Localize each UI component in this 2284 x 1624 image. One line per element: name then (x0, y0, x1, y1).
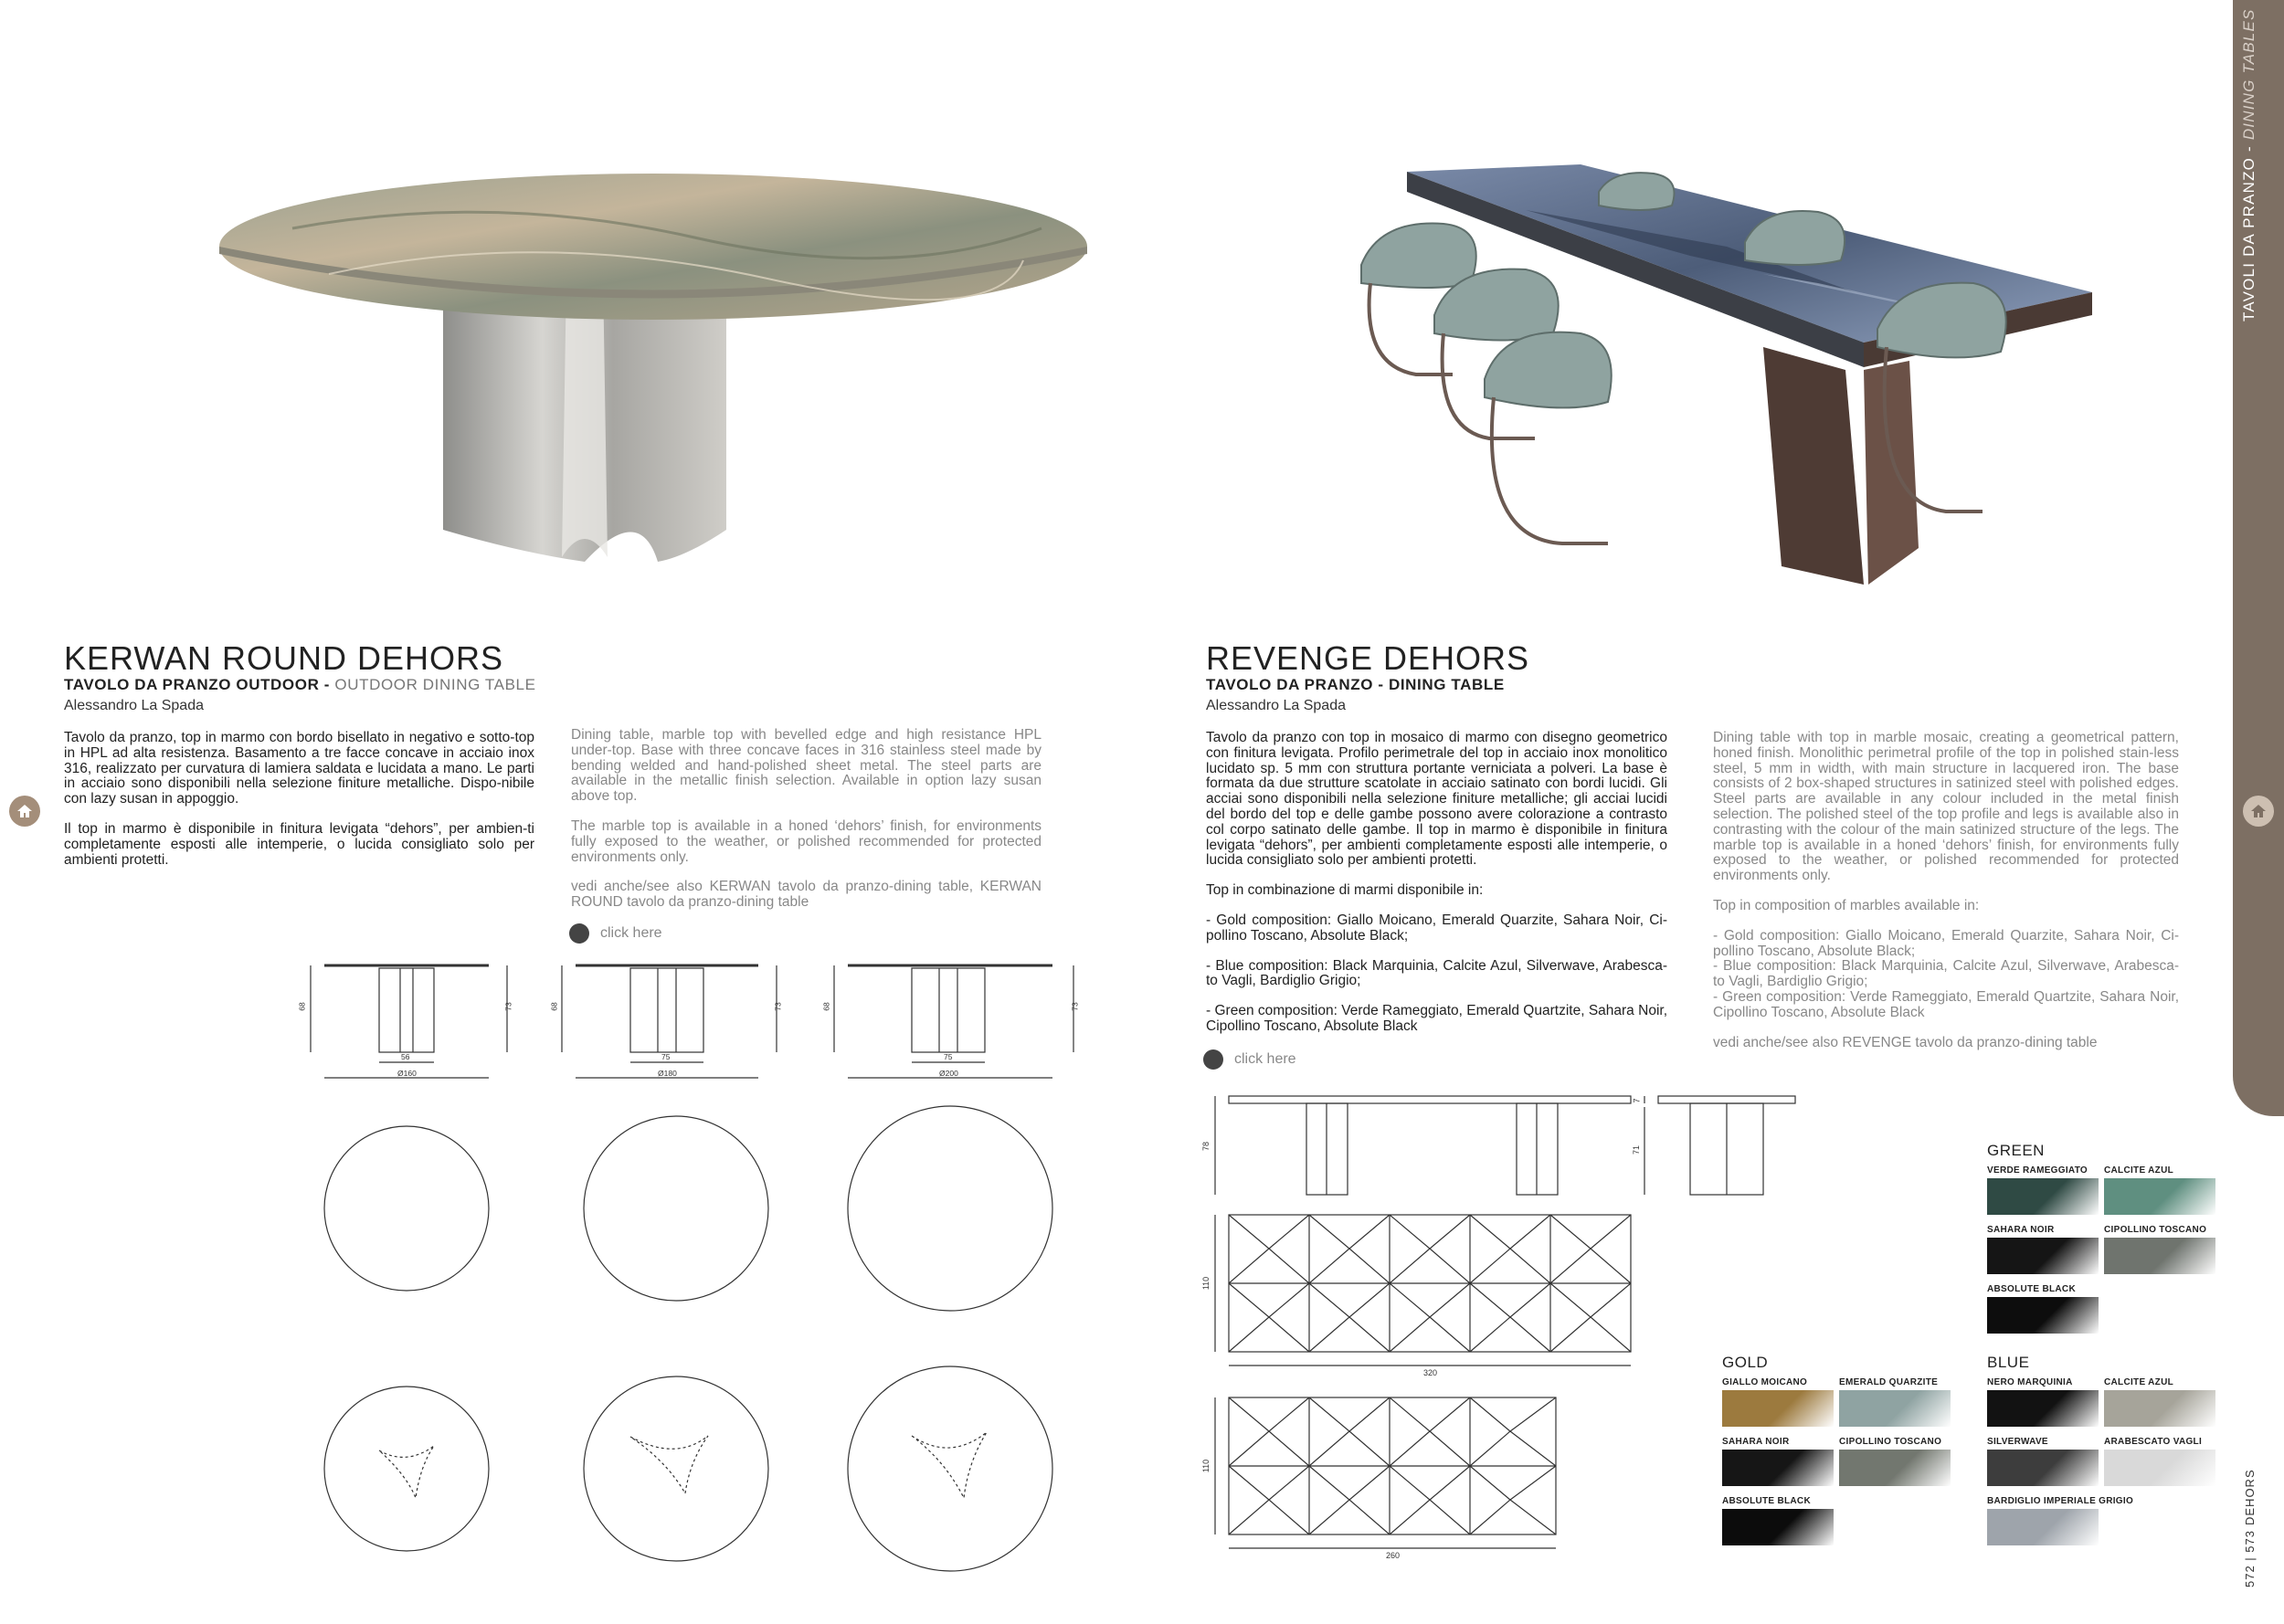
swatch-group-blue: BLUE NERO MARQUINIA CALCITE AZUL SILVERWAVE ARABESCATO VAGLI BARDIGLIO IMPERIALE GRIGIO (1987, 1354, 2029, 1372)
revenge-table-photo (1306, 155, 2110, 603)
revenge-subtitle: TAVOLO DA PRANZO - DINING TABLE (1206, 676, 1505, 693)
swatch-verde-rameggiato[interactable] (1987, 1178, 2099, 1215)
kerwan-round-table-photo (219, 174, 1096, 594)
revenge-description-en: Dining table with top in marble mosaic, creating a geometrical pattern, honed finish. Monolithic perimetral profile of the top in polished stain-less steel, 5 mm in width, with main structure in lacquered iron. The base consists of 2 box-shaped structures in satinized steel with polished edges. Steel parts are available in any colour included in the metal finish selection. The polished steel of the top profile and legs is available also in contrasting with the colour of the main satinized structure of the legs. The marble top is available in a honed ‘dehors’ finish, for environments fully exposed to the weather, or polished recommended for protected environments only. Top in composition of marbles available in: - Gold composition: Giallo Moicano, Emerald Quarzite, Sahara Noir, Ci-pollino Toscano, Absolute Black; - Blue composition: Black Marquinia, Calcite Azul, Silverwave, Arabesca-to Vagli, Bardiglio Grigio; - Green composition: Verde Rameggiato, Emerald Quartzite, Sahara Noir, Cipollino Toscano, Absolute Black vedi anche/see also REVENGE tavolo da pranzo-dining table (1713, 730, 2179, 1050)
home-icon-left[interactable] (9, 796, 40, 827)
kerwan-dim-labels: 68 73 56 Ø160 68 73 75 Ø180 68 73 75 Ø200 (297, 1002, 1080, 1078)
kerwan-click-here-link[interactable]: click here (569, 923, 662, 944)
swatch-emerald-quarzite[interactable] (1839, 1390, 1951, 1427)
revenge-dim-labels: 78 7 71 110 320 110 260 (1201, 1098, 1642, 1560)
revenge-designer: Alessandro La Spada (1206, 698, 1346, 713)
swatch-calcite-azul[interactable] (2104, 1178, 2215, 1215)
swatch-nero-marquinia[interactable] (1987, 1390, 2099, 1427)
swatch-absolute-black[interactable] (1987, 1297, 2099, 1334)
revenge-description-it: Tavolo da pranzo con top in mosaico di marmo con disegno geometrico con finitura levigata. Profilo perimetrale del top in acciaio inox monolitico lucidato sp. 5 mm con struttura portante verniciata a polveri. La base è formata da due strutture scatolate in acciaio satinato con bordi lucidi. Gli acciai sono disponibili nella selezione finiture metalliche; gli acciai lucidi del bordo del top e delle gambe possono avere colorazione a contrasto col corpo satinato delle gambe. Il top in marmo è disponibile in finitura levigata “dehors”, per ambienti completamente esposti alle intemperie, o lucida consigliato solo per ambienti protetti. Top in combinazione di marmi disponibile in: - Gold composition: Giallo Moicano, Emerald Quarzite, Sahara Noir, Ci-pollino Toscano, Absolute Black; - Blue composition: Black Marquinia, Calcite Azul, Silverwave, Arabesca-to Vagli, Bardiglio Grigio; - Green composition: Verde Rameggiato, Emerald Quartzite, Sahara Noir, Cipollino Toscano, Absolute Black (1206, 730, 1667, 1034)
kerwan-title: KERWAN ROUND DEHORS (64, 639, 504, 677)
home-icon (2249, 802, 2268, 820)
swatch-cipollino-toscano[interactable] (2104, 1238, 2215, 1274)
kerwan-subtitle: TAVOLO DA PRANZO OUTDOOR - OUTDOOR DINING TABLE (64, 676, 536, 693)
folio-section: DEHORS (2243, 1469, 2257, 1525)
swatch-arabescato-vagli[interactable] (2104, 1450, 2215, 1486)
folio-pages: 572 | 573 (2243, 1530, 2257, 1587)
swatch-group-gold: GOLD GIALLO MOICANO EMERALD QUARZITE SAHARA NOIR CIPOLLINO TOSCANO ABSOLUTE BLACK (1722, 1354, 1768, 1372)
swatch-silverwave[interactable] (1987, 1450, 2099, 1486)
swatch-giallo-moicano[interactable] (1722, 1390, 1834, 1427)
kerwan-description-it: Tavolo da pranzo, top in marmo con bordo bisellato in negativo e sotto-top in HPL ad alta resistenza. Basamento a tre facce concave in acciaio inox 316, realizzato per curvatura di lamiera saldata e lucidata a mano. Le parti in acciaio sono disponibili nella selezione finiture metalliche. Dispo-nibile con lazy susan in appoggio. Il top in marmo è disponibile in finitura levigata “dehors”, per ambien-ti completamente esposti alle intemperie, o lucida consigliato solo per ambienti protetti. (64, 730, 534, 868)
swatch-absolute-black[interactable] (1722, 1509, 1834, 1545)
swatch-bardiglio-imperiale-grigio[interactable] (1987, 1509, 2099, 1545)
revenge-click-here-link[interactable]: click here (1203, 1049, 1296, 1070)
bullet-icon (569, 923, 589, 944)
section-tab-label: TAVOLI DA PRANZO - DINING TABLES (2240, 8, 2258, 322)
swatch-sahara-noir[interactable] (1722, 1450, 1834, 1486)
home-icon (16, 802, 34, 820)
swatch-calcite-azul[interactable] (2104, 1390, 2215, 1427)
home-icon-right[interactable] (2243, 796, 2274, 827)
kerwan-description-en: Dining table, marble top with bevelled edge and high resistance HPL under-top. Base with three concave faces in 316 stainless steel made by bending welded and hand-polished sheet metal. The steel parts are available in the metallic finish selection. Available in option lazy susan above top. The marble top is available in a honed ‘dehors’ finish, for environments fully exposed to the weather, or polished recommended for protected environments only. vedi anche/see also KERWAN tavolo da pranzo-dining table, KERWAN ROUND tavolo da pranzo-dining table (571, 727, 1042, 911)
swatch-cipollino-toscano[interactable] (1839, 1450, 1951, 1486)
kerwan-designer: Alessandro La Spada (64, 698, 204, 713)
bullet-icon (1203, 1049, 1223, 1070)
swatch-sahara-noir[interactable] (1987, 1238, 2099, 1274)
swatch-group-green: GREEN VERDE RAMEGGIATO CALCITE AZUL SAHARA NOIR CIPOLLINO TOSCANO ABSOLUTE BLACK (1987, 1142, 2045, 1160)
revenge-title: REVENGE DEHORS (1206, 639, 1530, 677)
